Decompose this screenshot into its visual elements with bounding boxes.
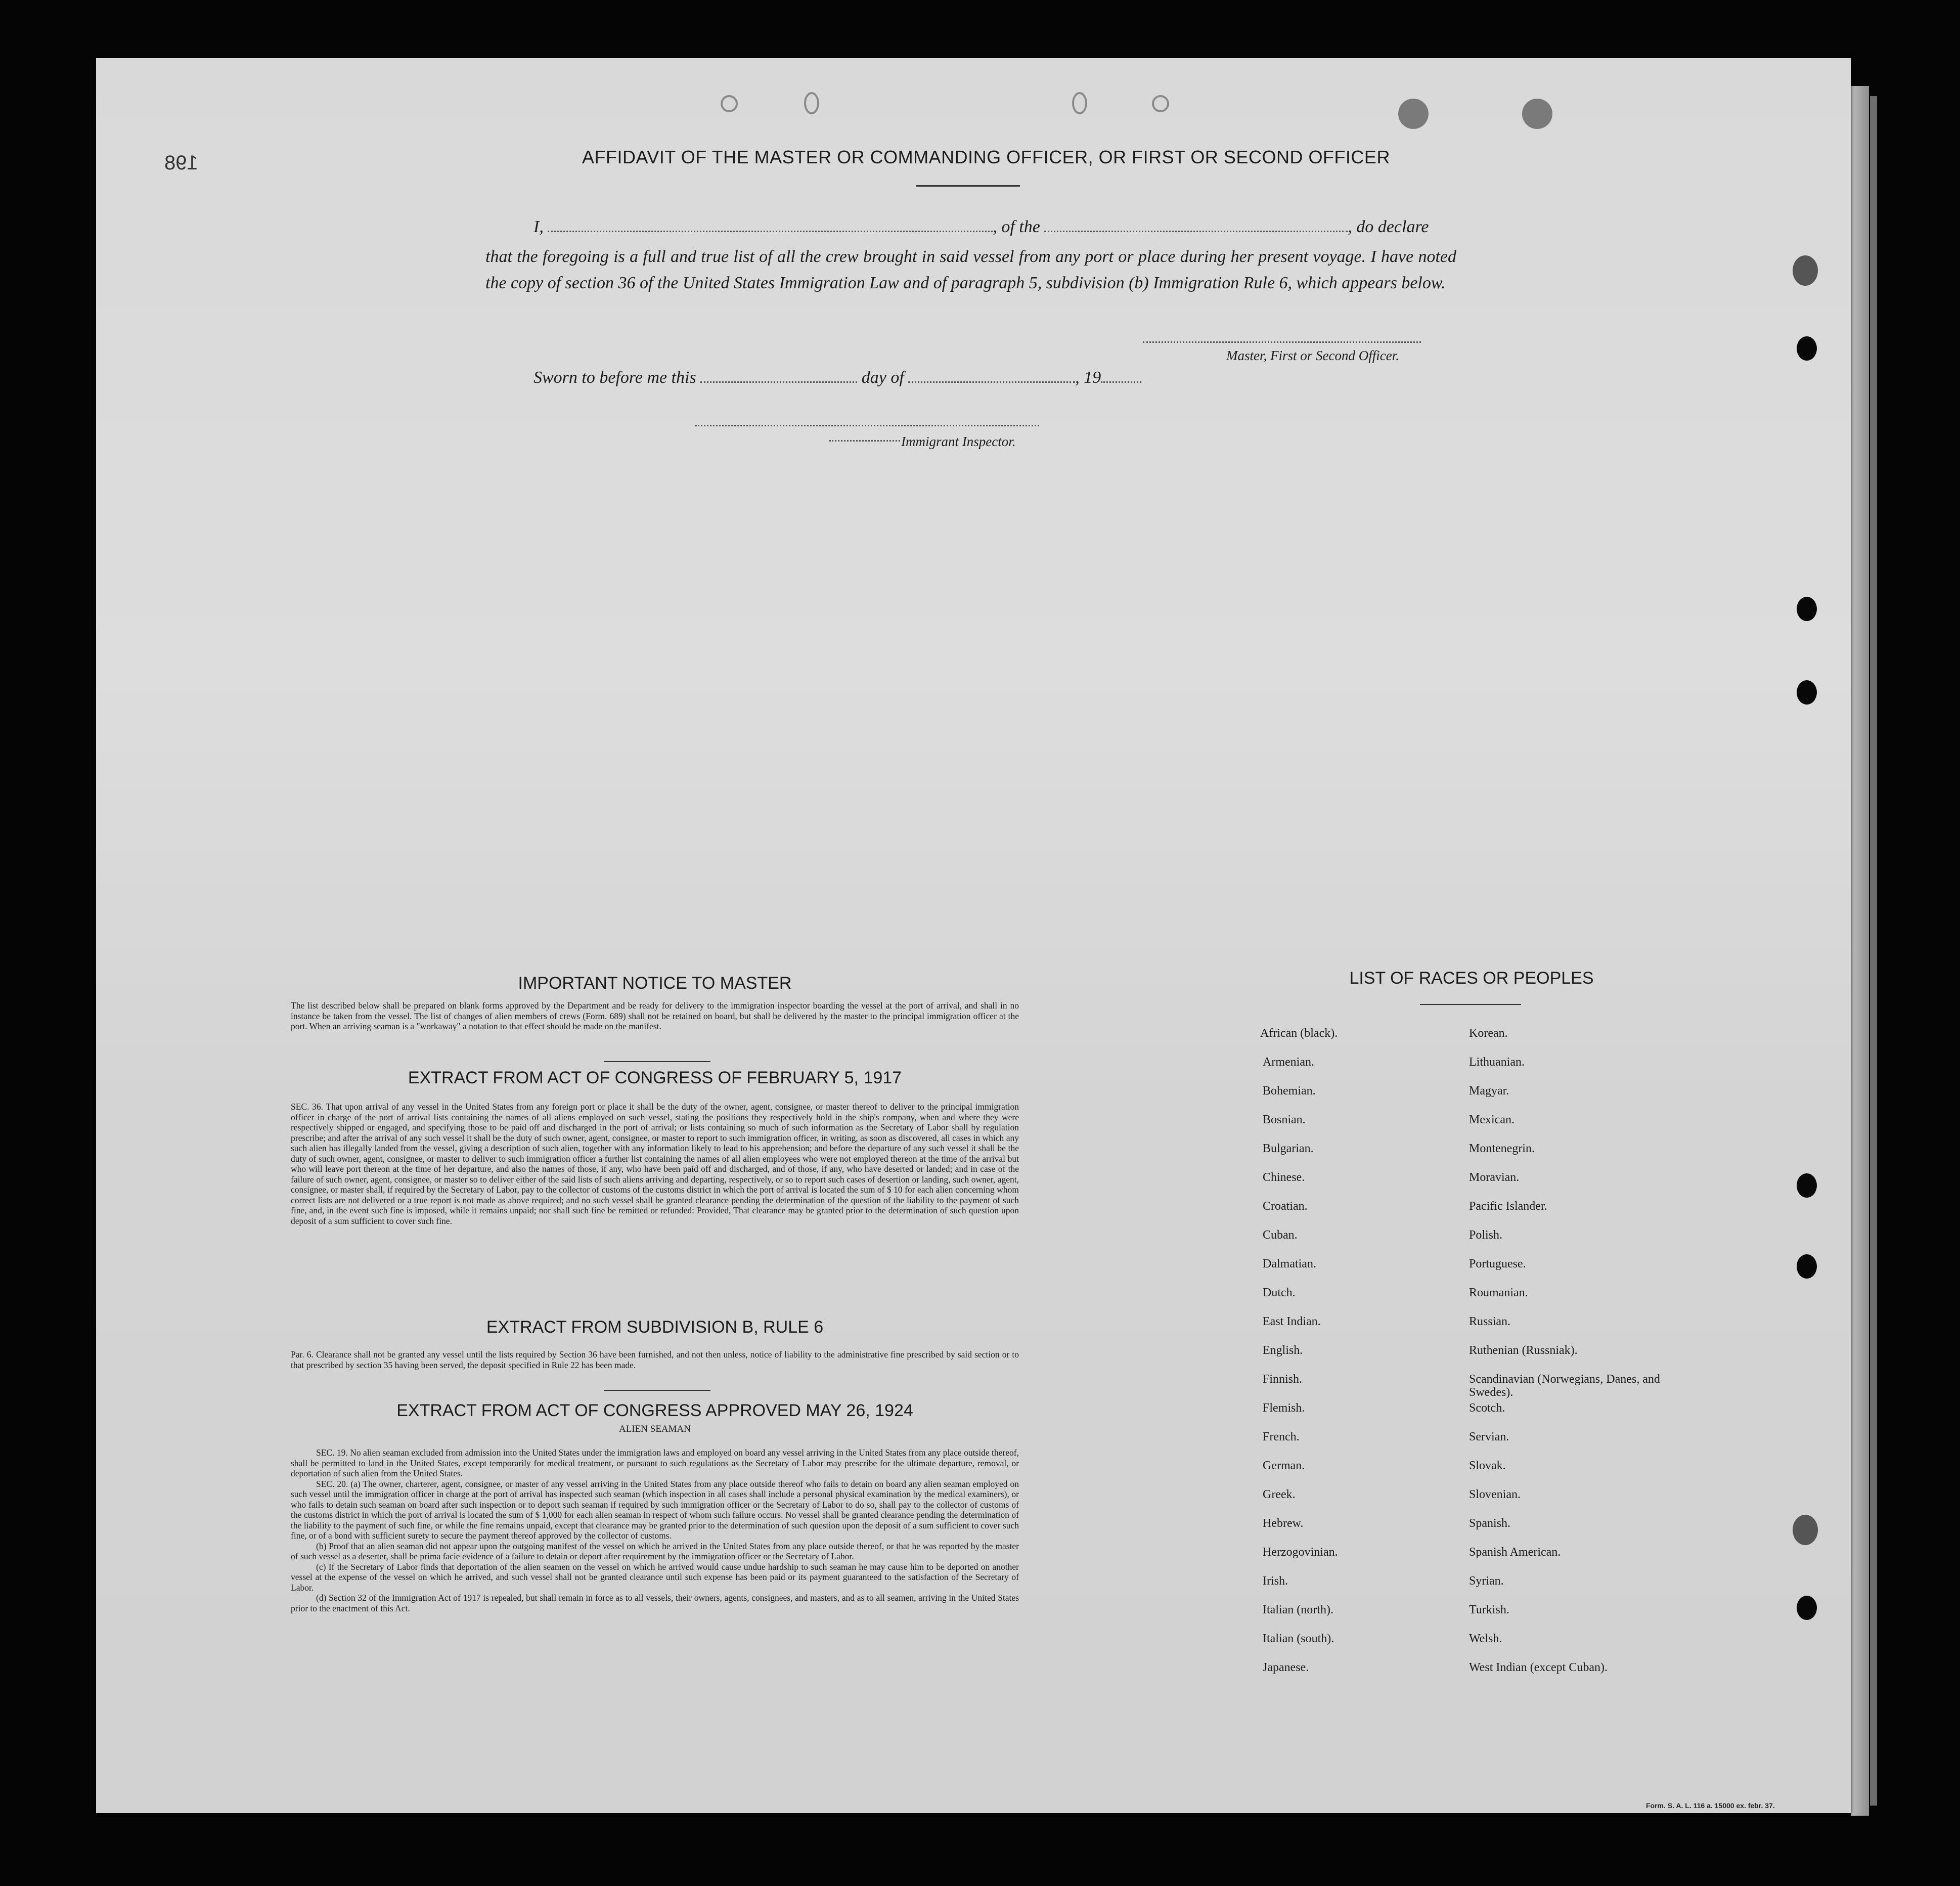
race-right-item: Roumanian.	[1469, 1286, 1528, 1299]
race-left-item: Croatian.	[1263, 1200, 1308, 1213]
sworn-b: day of	[861, 368, 904, 387]
race-right-item: Moravian.	[1469, 1171, 1520, 1184]
race-right-item: Scotch.	[1469, 1401, 1505, 1415]
sec20a-text: SEC. 20. (a) The owner, charterer, agent, consignee, or master of any vessel arriving in the United States from any place outside thereof who fails to detain on board any alien seaman employed on such vessel until the immigration officer in charge at the port of arrival has inspected such seaman (which inspection in all cases shall include a personal physical examination by the medical examiners), or who fails to detain such seaman on board after such inspection or to deport such seaman if required by such immigration officer or the Secretary of Labor to do so, shall pay to the collector of customs of the customs district in which the port of arrival is located the sum of $ 1,000 for each alien seaman in respect of whom such failure occurs. No vessel shall be granted clearance pending the determination of the liability to the payment of such fine, or while the fine remains unpaid, except that clearance may be granted prior to the determination of such question upon the deposit of a sum sufficient to cover such fine, or of a bond with sufficient surety to secure the payment thereof approved by the collector of customs.	[291, 1478, 1019, 1541]
race-left-item: Herzogovinian.	[1263, 1546, 1338, 1559]
title-underline	[916, 185, 1020, 187]
vessel-blank	[1044, 230, 1348, 232]
race-right-item: Magyar.	[1469, 1084, 1509, 1098]
race-right-item: Slovenian.	[1469, 1488, 1521, 1501]
punch-ring-1	[721, 95, 738, 112]
punch-hole-4	[1797, 680, 1817, 705]
race-right-item: Turkish.	[1469, 1603, 1509, 1616]
punch-hole-2	[1797, 336, 1817, 361]
race-left-item: Armenian.	[1263, 1056, 1314, 1069]
sworn-line	[533, 368, 1141, 387]
race-left-item: Chinese.	[1263, 1171, 1305, 1184]
inspector-label: Immigrant Inspector.	[901, 434, 1016, 449]
race-right-item: Pacific Islander.	[1469, 1200, 1547, 1213]
race-left-item: English.	[1263, 1344, 1303, 1357]
race-right-item: Ruthenian (Russniak).	[1469, 1344, 1578, 1357]
extract1-title: EXTRACT FROM ACT OF CONGRESS OF FEBRUARY 5, 1917	[408, 1068, 902, 1087]
race-left-item: Irish.	[1263, 1574, 1288, 1588]
declare-of-the: , of the	[993, 217, 1040, 236]
race-left-item: Italian (north).	[1263, 1603, 1333, 1616]
notice-title: IMPORTANT NOTICE TO MASTER	[518, 974, 792, 993]
master-label: Master, First or Second Officer.	[1226, 348, 1399, 363]
race-right-item: Slovak.	[1469, 1459, 1506, 1472]
paper-edge-right	[1851, 86, 1869, 1816]
page-number: 198	[164, 152, 198, 174]
race-right-item: Portuguese.	[1469, 1257, 1526, 1270]
punch-hole-3	[1797, 597, 1817, 621]
race-left-item: African (black).	[1260, 1027, 1338, 1040]
race-right-item: West Indian (except Cuban).	[1469, 1661, 1608, 1674]
punch-hole-5	[1797, 1173, 1817, 1198]
race-left-item: Italian (south).	[1263, 1632, 1334, 1645]
race-left-item: German.	[1263, 1459, 1305, 1472]
race-right-item: Servian.	[1469, 1430, 1509, 1443]
punch-hole-7	[1793, 1515, 1818, 1545]
races-title: LIST OF RACES OR PEOPLES	[1349, 969, 1594, 988]
inspector-signature-line	[695, 425, 1039, 426]
race-left-item: Bulgarian.	[1263, 1142, 1314, 1155]
sworn-day-blank	[700, 381, 857, 383]
declare-tail: , do declare	[1348, 217, 1429, 236]
punch-hole-8	[1797, 1596, 1817, 1620]
race-right-item: Korean.	[1469, 1027, 1508, 1040]
torn-mark-2	[1522, 99, 1552, 129]
race-right-item: Mexican.	[1469, 1113, 1514, 1126]
extract1-text: SEC. 36. That upon arrival of any vessel in the United States from any foreign port or place it shall be the duty of the owner, agent, consignee, or master thereof to deliver to the principal immigration officer in charge of the port of arrival lists containing the names of all aliens employed on such vessel, stating the positions they respectively hold in the ship's company, when and where they were respectively shipped or engaged, and specifying those to be paid off and discharged in the port of arrival; or lists containing so much of such information as the Secretary of Labor shall by regulation prescribe; and after the arrival of any such vessel it shall be the duty of such owner, agent, consignee, or master to report to such immigration officer, in writing, as soon as discovered, all cases in which any such alien has illegally landed from the vessel, giving a description of such alien, together with any information likely to lead to his apprehension; and before the departure of any such vessel it shall be the duty of such owner, agent, consignee, or master to deliver to such immigration officer a further list containing the names of all alien employees who were not employed thereon at the time of the arrival but who will leave port thereon at the time of her departure, and also the names of those, if any, who have been paid off and discharged, and of those, if any, who have deserted or landed; and in case of the failure of such owner, agent, consignee, or master so to deliver either of the said lists of such aliens arriving and departing, respectively, or so to report such cases of desertion or landing, such owner, agent, consignee, or master shall, if required by the Secretary of Labor, pay to the collector of customs of the customs district in which the port of arrival is located the sum of $ 10 for each alien concerning whom correct lists are not delivered or a true report is not made as above required; and no such vessel shall be granted clearance pending the determination of the question of the liability to the payment of such fine, and, in the event such fine is imposed, while it remains unpaid; nor shall such fine be remitted or refunded: Provided, That clearance may be granted prior to the determination of such question upon deposit of a sum sufficient to cover such fine.	[291, 1102, 1019, 1226]
sworn-c: , 19	[1075, 368, 1101, 387]
race-left-item: Flemish.	[1263, 1401, 1305, 1415]
punch-hole-1	[1793, 255, 1818, 286]
name-blank	[548, 230, 993, 232]
notice-divider	[604, 1061, 710, 1062]
race-left-item: Cuban.	[1263, 1229, 1298, 1242]
race-right-item: Polish.	[1469, 1229, 1503, 1242]
sec20d-text: (d) Section 32 of the Immigration Act of 1917 is repealed, but shall remain in force as to all vessels, their owners, agents, consignees, and masters, and as to all seamen, arriving in the United States prior to the enactment of this Act.	[291, 1593, 1019, 1613]
race-right-item: Russian.	[1469, 1315, 1511, 1328]
race-right-item: Syrian.	[1469, 1574, 1504, 1588]
race-right-item: Montenegrin.	[1469, 1142, 1535, 1155]
punch-ring-4	[1152, 95, 1169, 112]
race-left-item: Bohemian.	[1263, 1084, 1316, 1098]
extract2-text: Par. 6. Clearance shall not be granted any vessel until the lists required by Section 36 have been furnished, and not then unless, notice of liability to the administrative fine prescribed by said section or to that prescribed by section 35 having been served, the deposit specified in Rule 22 has been made.	[291, 1349, 1019, 1370]
race-left-item: Greek.	[1263, 1488, 1296, 1501]
races-underline	[1420, 1004, 1521, 1005]
sec19-text: SEC. 19. No alien seaman excluded from admission into the United States under the immigration laws and employed on board any vessel arriving in the United States from any place outside thereof, shall be permitted to land in the United States, except temporarily for medical treatment, or pursuant to such regulations as the Secretary of Labor may prescribe for the ultimate departure, removal, or deportation of such alien from the United States.	[291, 1448, 1019, 1478]
extract3-subtitle: ALIEN SEAMAN	[619, 1424, 691, 1434]
race-right-item: Spanish.	[1469, 1517, 1511, 1530]
extract2-divider	[604, 1390, 710, 1391]
race-left-item: Dutch.	[1263, 1286, 1296, 1299]
sec20c-text: (c) If the Secretary of Labor finds that deportation of the alien seamen on the vessel on which he arrived would cause undue hardship to such seaman he may cause him to be deported on another vessel at the expense of the vessel on which he arrived, and such vessel shall not be granted clearance until such expense has been paid or its payment guaranteed to the satisfaction of the Secretary of Labor.	[291, 1561, 1019, 1593]
race-left-item: Hebrew.	[1263, 1517, 1304, 1530]
race-left-item: French.	[1263, 1430, 1300, 1443]
declare-i: I,	[533, 217, 544, 236]
notice-text: The list described below shall be prepared on blank forms approved by the Department and be ready for delivery to the immigration inspector boarding the vessel at the port of arrival, and shall in no instance be taken from the vessel. The list of changes of alien members of crews (Form. 689) shall not be retained on board, but shall be delivered by the master to the principal immigration officer at the port. When an arriving seaman is a "workaway" a notation to that effect should be made on the manifest.	[291, 1000, 1019, 1031]
extract3-body	[291, 1448, 1019, 1613]
paper-edge-shadow	[1870, 96, 1877, 1806]
affidavit-body: that the foregoing is a full and true list of all the crew brought in said vessel from any port or place during her present voyage. I have noted the copy of section 36 of the United States Immigration Law and of paragraph 5, subdivision (b) Immigration Rule 6, which appears below.	[485, 247, 1456, 292]
inspector-dots	[829, 440, 900, 442]
punch-ring-3	[1072, 92, 1087, 114]
extract3-title: EXTRACT FROM ACT OF CONGRESS APPROVED MAY 26, 1924	[396, 1401, 913, 1420]
affidavit-declare-line	[533, 217, 1459, 237]
race-left-item: Dalmatian.	[1263, 1257, 1316, 1270]
race-left-item: Finnish.	[1263, 1373, 1303, 1386]
race-right-item: Welsh.	[1469, 1632, 1502, 1645]
torn-mark-1	[1398, 99, 1429, 129]
extract2-title: EXTRACT FROM SUBDIVISION B, RULE 6	[486, 1318, 824, 1337]
race-left-item: East Indian.	[1263, 1315, 1321, 1328]
sworn-a: Sworn to before me this	[533, 368, 696, 387]
punch-hole-6	[1797, 1254, 1817, 1279]
punch-ring-2	[804, 92, 819, 114]
master-signature-line	[1143, 341, 1421, 343]
sworn-month-blank	[908, 381, 1075, 383]
form-number: Form. S. A. L. 116 a. 15000 ex. febr. 37.	[1646, 1802, 1775, 1810]
race-right-item: Scandinavian (Norwegians, Danes, and Swedes).	[1469, 1373, 1660, 1399]
sworn-year-blank	[1101, 381, 1141, 383]
race-right-item: Lithuanian.	[1469, 1056, 1525, 1069]
affidavit-title: AFFIDAVIT OF THE MASTER OR COMMANDING OFFICER, OR FIRST OR SECOND OFFICER	[582, 147, 1390, 167]
sec20b-text: (b) Proof that an alien seaman did not appear upon the outgoing manifest of the vessel on which he arrived in the United States from any place outside thereof, or that he was reported by the master of such vessel as a deserter, shall be prima facie evidence of a failure to detain or deport after requirement by the immigration officer or the Secretary of Labor.	[291, 1541, 1019, 1561]
race-left-item: Japanese.	[1263, 1661, 1309, 1674]
race-left-item: Bosnian.	[1263, 1113, 1306, 1126]
race-right-item: Spanish American.	[1469, 1546, 1561, 1559]
